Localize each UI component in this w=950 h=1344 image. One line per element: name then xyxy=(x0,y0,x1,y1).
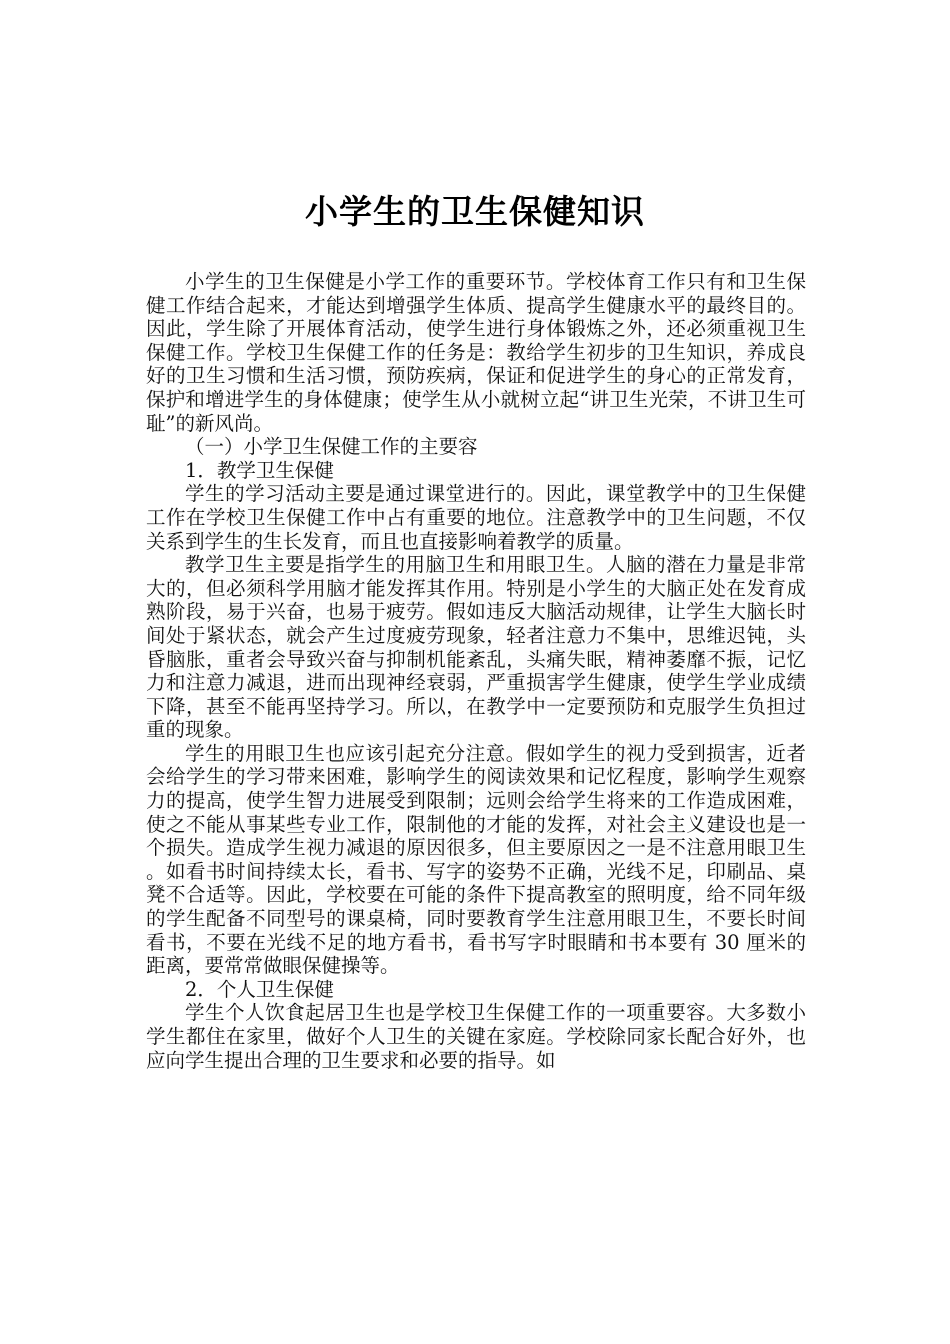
paragraph-eye-hygiene: 学生的用眼卫生也应该引起充分注意。假如学生的视力受到损害，近者会给学生的学习带来困难，影响学生的阅读效果和记忆程度，影响学生观察力的提高，使学生智力进展受到限制；远则会给学生将来的工作造成困难，使之不能从事某些专业工作，限制他的才能的发挥，对社会主义建设也是一个损失。造成学生视力减退的原因很多，但主要原因之一是不注意用眼卫生。如看书时间持续太长，看书、写字的姿势不正确，光线不足，印刷品、桌凳不合适等。因此，学校要在可能的条件下提高教室的照明度，给不同年级的学生配备不同型号的课桌椅，同时要教育学生注意用眼卫生，不要长时间看书，不要在光线不足的地方看书，看书写字时眼睛和书本要有 30 厘米的距离，要常常做眼保健操等。 xyxy=(146,741,806,978)
intro-paragraph: 小学生的卫生保健是小学工作的重要环节。学校体育工作只有和卫生保健工作结合起来，才能达到增强学生体质、提高学生健康水平的最终目的。因此，学生除了开展体育活动，使学生进行身体锻炼之外，还必须重视卫生保健工作。学校卫生保健工作的任务是：教给学生初步的卫生知识，养成良好的卫生习惯和生活习惯，预防疾病，保证和促进学生的身心的正常发育，保护和增进学生的身体健康；使学生从小就树立起“讲卫生光荣，不讲卫生可耻”的新风尚。 xyxy=(146,270,806,435)
subsection-heading-personal-hygiene: 2．个人卫生保健 xyxy=(185,977,334,1001)
paragraph-classroom-hygiene: 学生的学习活动主要是通过课堂进行的。因此，课堂教学中的卫生保健工作在学校卫生保健工作中占有重要的地位。注意教学中的卫生问题，不仅关系到学生的生长发育，而且也直接影响着教学的质量。 xyxy=(146,482,806,553)
document-body xyxy=(146,270,806,1072)
subsection-heading-teaching-hygiene: 1．教学卫生保健 xyxy=(185,458,334,482)
document-title: 小学生的卫生保健知识 xyxy=(305,192,645,231)
section-heading-main-content: （一）小学卫生保健工作的主要容 xyxy=(185,435,478,459)
paragraph-personal-hygiene: 学生个人饮食起居卫生也是学校卫生保健工作的一项重要容。大多数小学生都住在家里，做好个人卫生的关键在家庭。学校除同家长配合好外，也应向学生提出合理的卫生要求和必要的指导。如 xyxy=(146,1001,806,1072)
paragraph-brain-hygiene: 教学卫生主要是指学生的用脑卫生和用眼卫生。人脑的潜在力量是非常大的，但必须科学用脑才能发挥其作用。特别是小学生的大脑正处在发育成熟阶段，易于兴奋，也易于疲劳。假如违反大脑活动规律，让学生大脑长时间处于紧状态，就会产生过度疲劳现象，轻者注意力不集中，思维迟钝，头昏脑胀，重者会导致兴奋与抑制机能紊乱，头痛失眠，精神萎靡不振，记忆力和注意力减退，进而出现神经衰弱，严重损害学生健康，使学生学业成绩下降，甚至不能再坚持学习。所以，在教学中一定要预防和克服学生负担过重的现象。 xyxy=(146,553,806,742)
